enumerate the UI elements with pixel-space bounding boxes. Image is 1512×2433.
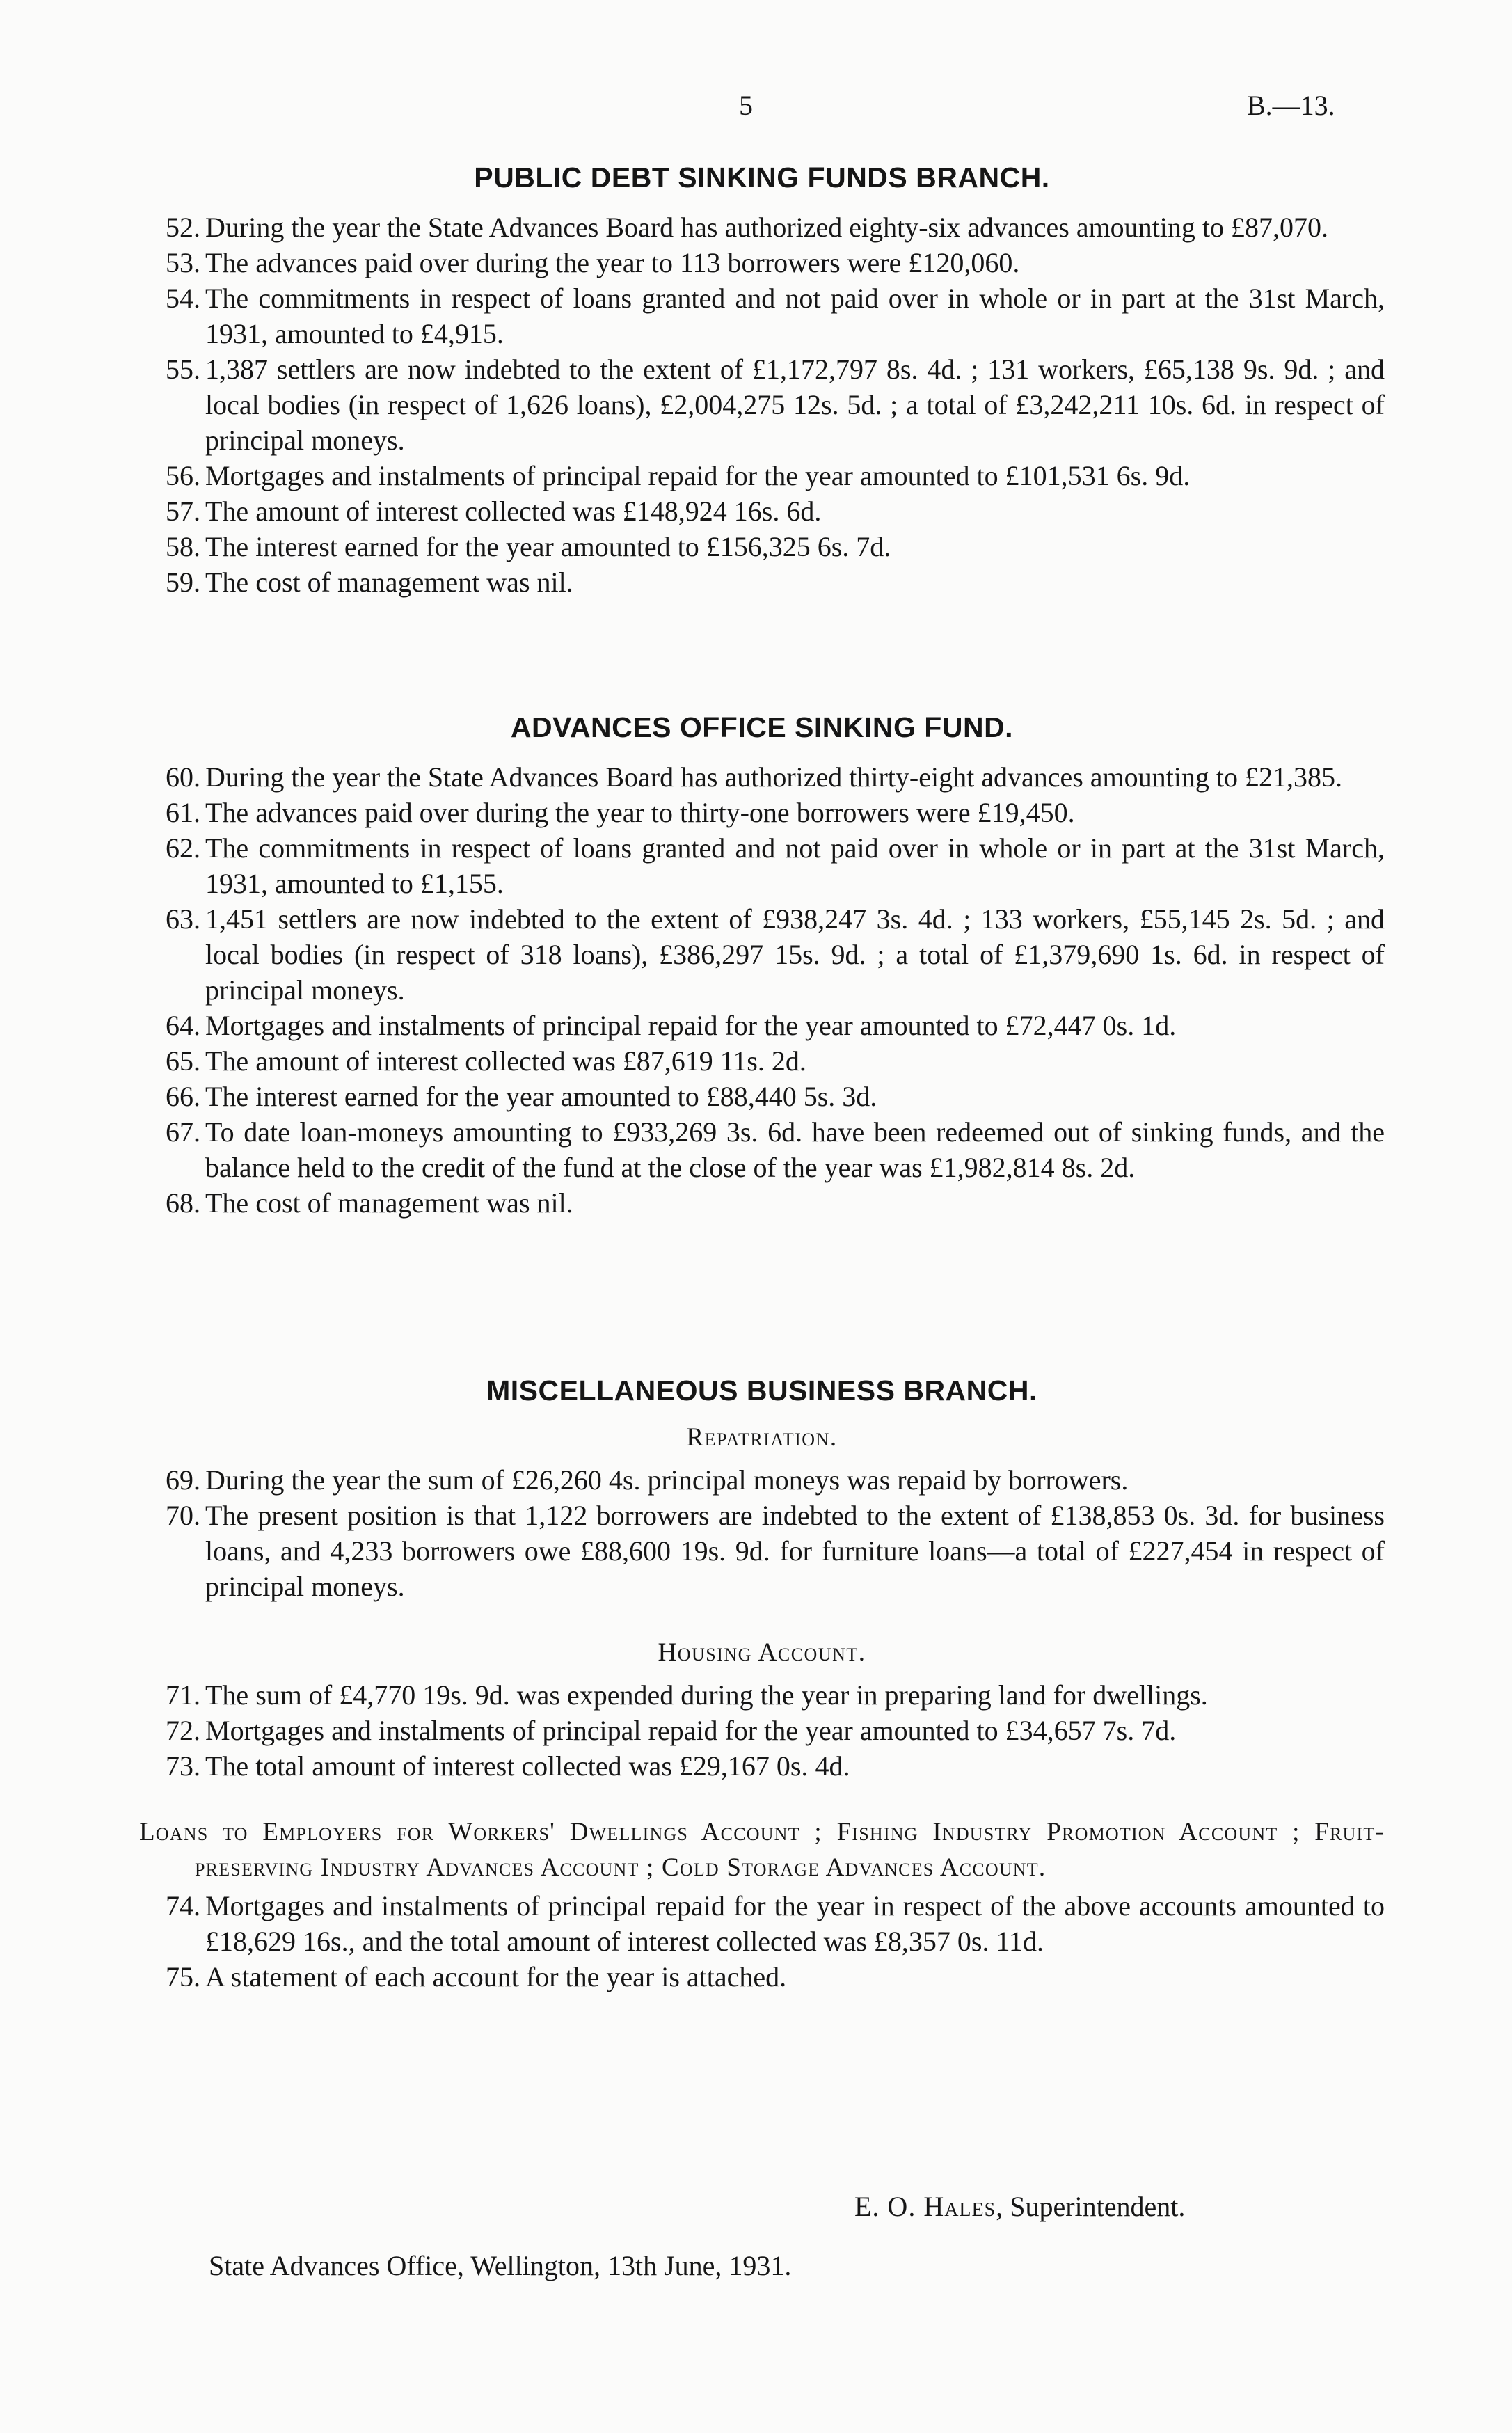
paragraph-text: The present position is that 1,122 borrowers are indebted to the extent of £138,853 0s. 3d. for business loans, and 4,233 borrowers owe £88,600 19s. 9d. for furniture loans—a total of £227,454 in respect of principal moneys.	[205, 1500, 1385, 1602]
paragraph-number: 72.	[166, 1715, 200, 1746]
numbered-paragraph	[139, 1748, 1385, 1784]
signature	[854, 2190, 1185, 2223]
numbered-paragraph	[139, 1185, 1385, 1221]
paragraph-text: During the year the sum of £26,260 4s. principal moneys was repaid by borrowers.	[205, 1464, 1129, 1496]
paragraph-text: The sum of £4,770 19s. 9d. was expended during the year in preparing land for dwellings.	[205, 1679, 1208, 1711]
paragraph-text: The total amount of interest collected was £29,167 0s. 4d.	[205, 1750, 850, 1782]
paragraph-number: 56.	[166, 460, 200, 491]
paragraph-text: The interest earned for the year amounted to £88,440 5s. 3d.	[205, 1081, 877, 1112]
numbered-paragraph	[139, 1114, 1385, 1185]
paragraph-text: The interest earned for the year amounted to £156,325 6s. 7d.	[205, 531, 891, 562]
paragraph-number: 71.	[166, 1679, 200, 1711]
numbered-paragraph	[139, 564, 1385, 600]
page-header	[0, 89, 1512, 131]
paragraph-number: 53.	[166, 247, 200, 278]
paragraph-number: 58.	[166, 531, 200, 562]
numbered-paragraph	[139, 1079, 1385, 1114]
page-number: 5	[739, 90, 753, 121]
paragraph-text: The amount of interest collected was £87,619 11s. 2d.	[205, 1045, 806, 1077]
section-title: ADVANCES OFFICE SINKING FUND.	[510, 711, 1014, 743]
numbered-paragraph	[139, 1959, 1385, 1995]
paragraph-number: 62.	[166, 832, 200, 864]
numbered-paragraph	[139, 795, 1385, 830]
paragraph-number: 57.	[166, 496, 200, 527]
paragraph-text: Mortgages and instalments of principal repaid for the year in respect of the above accounts amounted to £18,629 16s., and the total amount of interest collected was £8,357 0s. 11d.	[205, 1890, 1385, 1957]
paragraph-text: During the year the State Advances Board has authorized eighty-six advances amounting to £87,070.	[205, 212, 1329, 243]
section-title: PUBLIC DEBT SINKING FUNDS BRANCH.	[474, 161, 1050, 193]
paragraph-number: 73.	[166, 1750, 200, 1782]
paragraph-text: A statement of each account for the year is attached.	[205, 1961, 787, 1992]
paragraph-number: 70.	[166, 1500, 200, 1531]
paragraph-number: 63.	[166, 903, 200, 935]
paragraph-text: The cost of management was nil.	[205, 566, 573, 598]
paragraph-number: 68.	[166, 1187, 200, 1219]
numbered-paragraph	[139, 245, 1385, 280]
numbered-paragraph	[139, 280, 1385, 351]
numbered-paragraph	[139, 1008, 1385, 1043]
paragraph-number: 67.	[166, 1116, 200, 1148]
numbered-paragraph	[139, 529, 1385, 564]
paragraph-number: 60.	[166, 761, 200, 793]
numbered-paragraph	[139, 1043, 1385, 1079]
numbered-paragraph	[139, 351, 1385, 458]
housing-account-heading: Housing Account.	[658, 1638, 866, 1667]
paragraph-number: 69.	[166, 1464, 200, 1496]
signatory-title: , Superintendent.	[996, 2191, 1186, 2222]
section-title: MISCELLANEOUS BUSINESS BRANCH.	[486, 1374, 1037, 1406]
advances-office-section	[139, 711, 1385, 1221]
paragraph-text: The commitments in respect of loans granted and not paid over in whole or in part at the 31st March, 1931, amounted to £1,155.	[205, 832, 1385, 899]
numbered-paragraph	[139, 1713, 1385, 1748]
paragraph-number: 75.	[166, 1961, 200, 1992]
paragraph-text: Mortgages and instalments of principal repaid for the year amounted to £34,657 7s. 7d.	[205, 1715, 1177, 1746]
paragraph-text: Mortgages and instalments of principal repaid for the year amounted to £72,447 0s. 1d.	[205, 1010, 1177, 1041]
misc-business-section	[139, 1374, 1385, 1995]
numbered-paragraph	[139, 1462, 1385, 1498]
paragraph-number: 65.	[166, 1045, 200, 1077]
numbered-paragraph	[139, 901, 1385, 1008]
place-and-date: State Advances Office, Wellington, 13th June, 1931.	[209, 2250, 792, 2281]
numbered-paragraph	[139, 1677, 1385, 1713]
public-debt-section	[139, 161, 1385, 600]
paragraph-number: 54.	[166, 283, 200, 314]
numbered-paragraph	[139, 1498, 1385, 1604]
paragraph-number: 52.	[166, 212, 200, 243]
signatory-name: E. O. Hales	[854, 2191, 996, 2222]
document-reference: B.—13.	[1247, 90, 1335, 121]
paragraph-text: To date loan-moneys amounting to £933,269 3s. 6d. have been redeemed out of sinking funds, and the balance held to the credit of the fund at the close of the year was £1,982,814 8s. 2d.	[205, 1116, 1385, 1183]
paragraph-number: 59.	[166, 566, 200, 598]
paragraph-text: The advances paid over during the year to thirty-one borrowers were £19,450.	[205, 797, 1075, 828]
paragraph-text: The advances paid over during the year to 113 borrowers were £120,060.	[205, 247, 1020, 278]
paragraph-text: The cost of management was nil.	[205, 1187, 573, 1219]
numbered-paragraph	[139, 1888, 1385, 1959]
combined-accounts-heading: Loans to Employers for Workers' Dwellings Account ; Fishing Industry Promotion Account ; Fruit-preserving Industry Advances Account ; Cold Storage Advances Account.	[139, 1818, 1385, 1882]
repatriation-heading: Repatriation.	[686, 1423, 838, 1452]
numbered-paragraph	[139, 493, 1385, 529]
paragraph-number: 55.	[166, 354, 200, 385]
paragraph-text: The amount of interest collected was £148,924 16s. 6d.	[205, 496, 822, 527]
paragraph-text: 1,451 settlers are now indebted to the extent of £938,247 3s. 4d. ; 133 workers, £55,145 2s. 5d. ; and local bodies (in respect of 318 loans), £386,297 15s. 9d. ; a total of £1,379,690 1s. 6d. in respect of principal moneys.	[205, 903, 1385, 1006]
paragraph-text: The commitments in respect of loans granted and not paid over in whole or in part at the 31st March, 1931, amounted to £4,915.	[205, 283, 1385, 349]
numbered-paragraph	[139, 458, 1385, 493]
paragraph-number: 66.	[166, 1081, 200, 1112]
paragraph-text: Mortgages and instalments of principal repaid for the year amounted to £101,531 6s. 9d.	[205, 460, 1191, 491]
numbered-paragraph	[139, 759, 1385, 795]
numbered-paragraph	[139, 830, 1385, 901]
paragraph-text: During the year the State Advances Board has authorized thirty-eight advances amounting to £21,385.	[205, 761, 1343, 793]
numbered-paragraph	[139, 209, 1385, 245]
paragraph-number: 64.	[166, 1010, 200, 1041]
paragraph-number: 74.	[166, 1890, 200, 1921]
paragraph-text: 1,387 settlers are now indebted to the extent of £1,172,797 8s. 4d. ; 131 workers, £65,138 9s. 9d. ; and local bodies (in respect of 1,626 loans), £2,004,275 12s. 5d. ; a total of £3,242,211 10s. 6d. in respect of principal moneys.	[205, 354, 1385, 456]
paragraph-number: 61.	[166, 797, 200, 828]
